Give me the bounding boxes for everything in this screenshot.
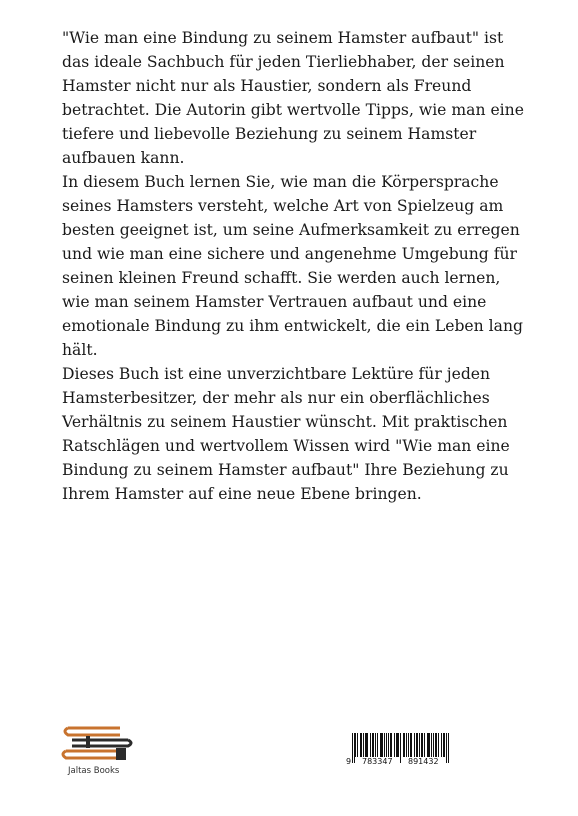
back-cover-blurb bbox=[62, 26, 532, 506]
blurb-paragraph-2: In diesem Buch lernen Sie, wie man die Körpersprache seines Hamsters versteht, welche Art von Spielzeug am besten geeignet ist, um seine Aufmerksamkeit zu erregen und wie man eine sichere und angenehme Umgebung für seinen kleinen Freund schafft. Sie werden auch lernen, wie man seinem Hamster Vertrauen aufbaut und eine emotionale Bindung zu ihm entwickelt, die ein Leben lang hält. bbox=[62, 173, 523, 359]
barcode-left-group: 783347 bbox=[362, 757, 393, 766]
barcode-right-group: 891432 bbox=[408, 757, 439, 766]
stacked-books-icon bbox=[60, 712, 142, 766]
blurb-paragraph-3: Dieses Buch ist eine unverzichtbare Lektüre für jeden Hamsterbesitzer, der mehr als nur ein oberflächliches Verhältnis zu seinem Haustier wünscht. Mit praktischen Ratschlägen und wertvollem Wissen wird "Wie man eine Bindung zu seinem Hamster aufbaut" Ihre Beziehung zu Ihrem Hamster auf eine neue Ebene bringen. bbox=[62, 365, 510, 503]
publisher-mark bbox=[60, 712, 142, 782]
publisher-name: Jaltas Books bbox=[68, 766, 120, 776]
barcode-lead-digit: 9 bbox=[346, 757, 352, 766]
blurb-paragraph-1: "Wie man eine Bindung zu seinem Hamster aufbaut" ist das ideale Sachbuch für jeden Tierliebhaber, der seinen Hamster nicht nur als Haustier, sondern als Freund betrachtet. Die Autorin gibt wertvolle Tipps, wie man eine tiefere und liebevolle Beziehung zu seinem Hamster aufbauen kann. bbox=[62, 29, 524, 167]
isbn-barcode bbox=[346, 733, 450, 775]
